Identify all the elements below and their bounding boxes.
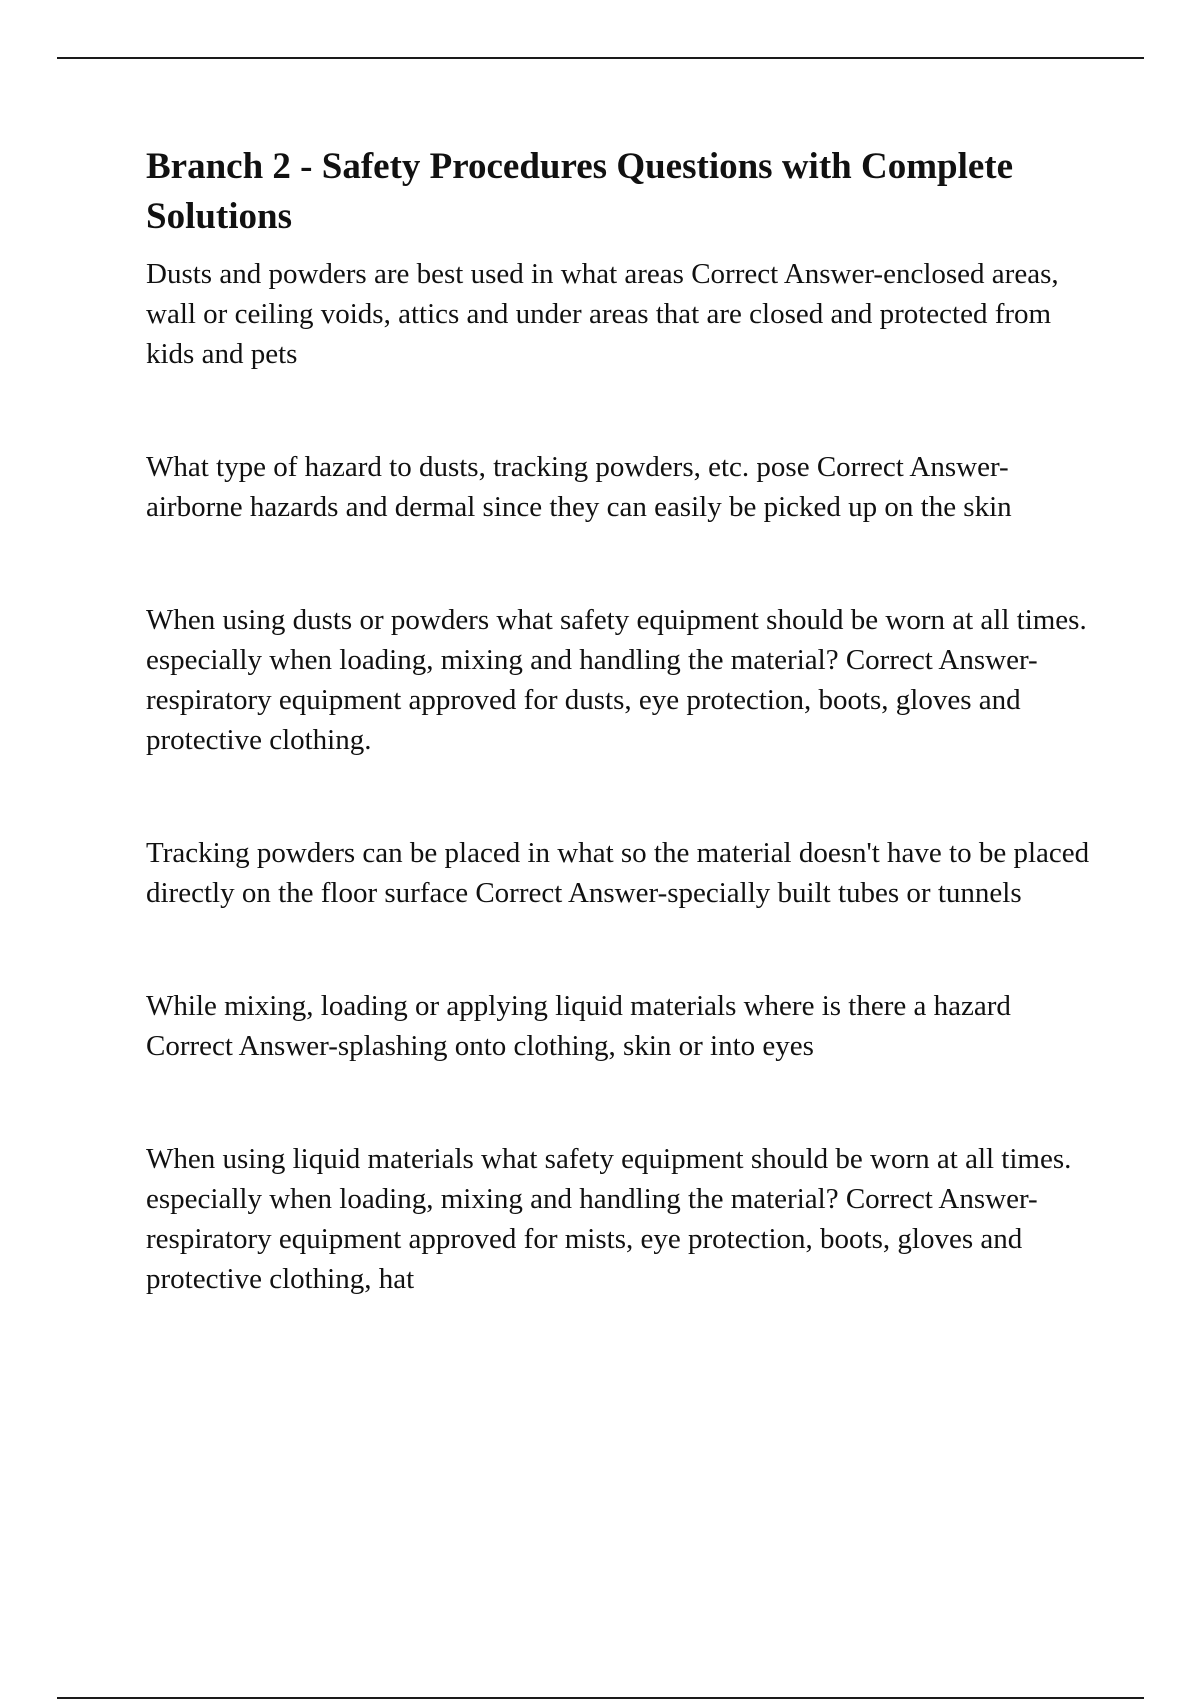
document-title: Branch 2 - Safety Procedures Questions with Complete Solutions bbox=[146, 146, 1014, 237]
document-body bbox=[146, 142, 1096, 1372]
qa-entry-5: While mixing, loading or applying liquid materials where is there a hazard Correct Answer-splashing onto clothing, skin or into eyes bbox=[146, 990, 1011, 1062]
top-divider bbox=[57, 57, 1144, 59]
qa-entry-1: Dusts and powders are best used in what areas Correct Answer-enclosed areas, wall or ceiling voids, attics and under areas that are closed and protected from kids and pets bbox=[146, 258, 1059, 370]
qa-entry-4: Tracking powders can be placed in what so the material doesn't have to be placed directly on the floor surface Correct Answer-specially built tubes or tunnels bbox=[146, 837, 1090, 909]
qa-entry-3: When using dusts or powders what safety equipment should be worn at all times. especially when loading, mixing and handling the material? Correct Answer-respiratory equipment approved for dusts, eye protection, boots, gloves and protective clothing. bbox=[146, 604, 1087, 756]
qa-entry-2: What type of hazard to dusts, tracking powders, etc. pose Correct Answer-airborne hazards and dermal since they can easily be picked up on the skin bbox=[146, 451, 1012, 523]
qa-entry-6: When using liquid materials what safety equipment should be worn at all times. especially when loading, mixing and handling the material? Correct Answer-respiratory equipment approved for mists, eye protection, boots, gloves and protective clothing, hat bbox=[146, 1143, 1072, 1295]
bottom-divider bbox=[57, 1697, 1144, 1699]
